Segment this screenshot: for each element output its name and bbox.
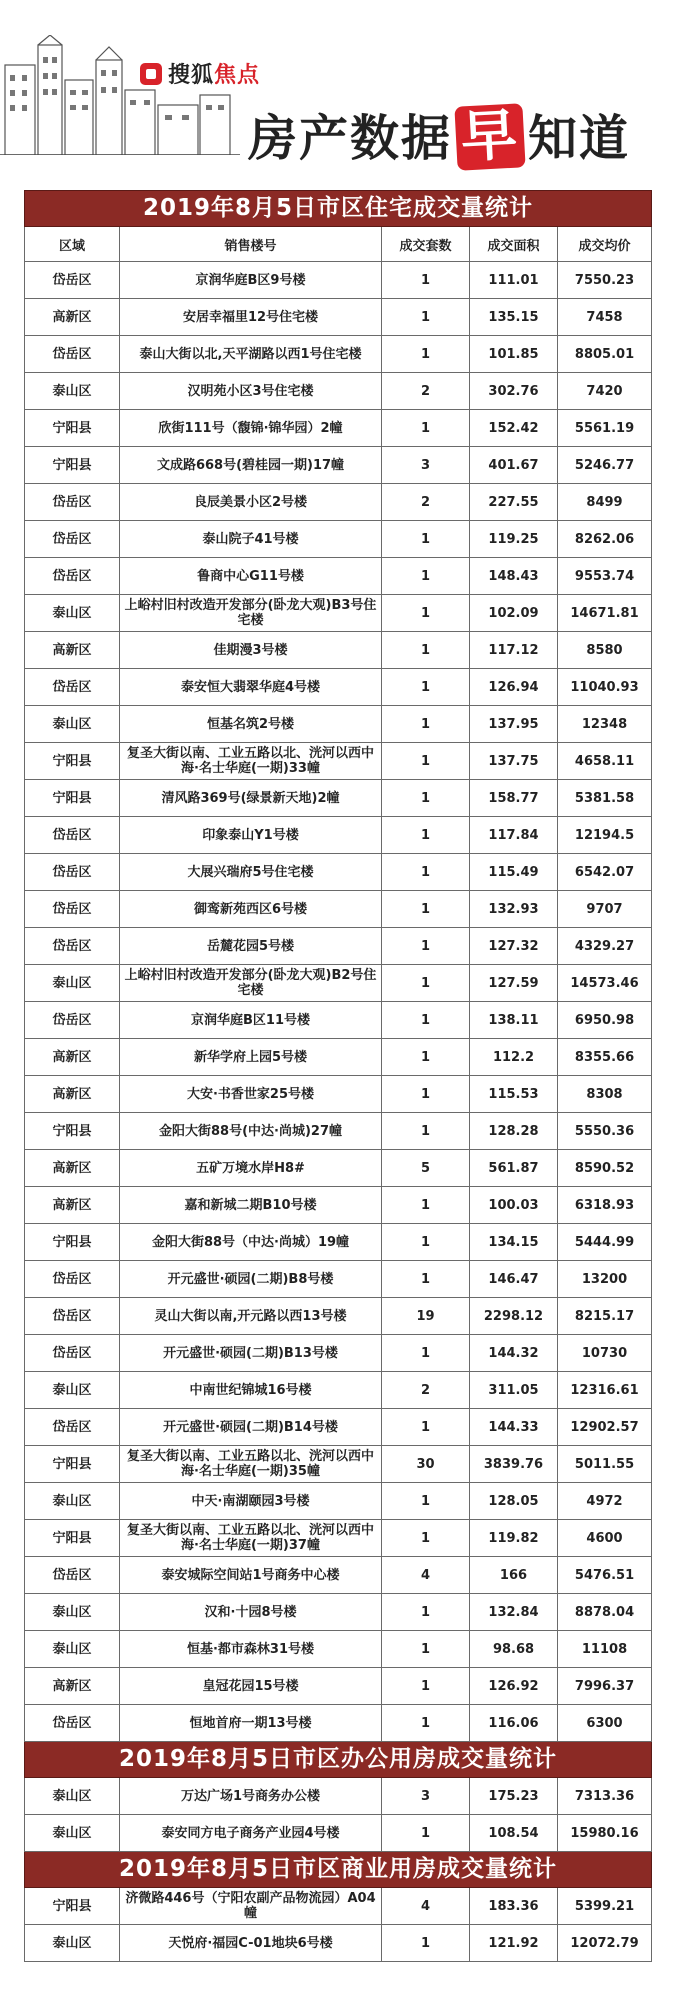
building-cell: 大安·书香世家25号楼 — [120, 1076, 382, 1113]
district-cell: 岱岳区 — [25, 1298, 120, 1335]
units-cell: 1 — [382, 1187, 470, 1224]
avg-price-cell: 5444.99 — [558, 1224, 652, 1261]
table-row — [25, 1039, 652, 1076]
table-row — [25, 891, 652, 928]
table-row — [25, 484, 652, 521]
table-row — [25, 1631, 652, 1668]
area-cell: 121.92 — [470, 1925, 558, 1962]
building-cell: 开元盛世·硕园(二期)B13号楼 — [120, 1335, 382, 1372]
avg-price-cell: 6950.98 — [558, 1002, 652, 1039]
district-cell: 泰山区 — [25, 373, 120, 410]
area-cell: 132.93 — [470, 891, 558, 928]
district-cell: 岱岳区 — [25, 1557, 120, 1594]
table-row — [25, 1335, 652, 1372]
district-cell: 宁阳县 — [25, 1224, 120, 1261]
avg-price-cell: 13200 — [558, 1261, 652, 1298]
area-cell: 102.09 — [470, 595, 558, 632]
avg-price-cell: 6300 — [558, 1705, 652, 1742]
avg-price-cell: 12902.57 — [558, 1409, 652, 1446]
area-cell: 137.95 — [470, 706, 558, 743]
building-cell: 恒基名筑2号楼 — [120, 706, 382, 743]
area-cell: 119.82 — [470, 1520, 558, 1557]
district-cell: 宁阳县 — [25, 1888, 120, 1925]
avg-price-cell: 7550.23 — [558, 262, 652, 299]
district-cell: 泰山区 — [25, 1815, 120, 1852]
units-cell: 1 — [382, 1925, 470, 1962]
table-row — [25, 447, 652, 484]
area-cell: 115.49 — [470, 854, 558, 891]
building-cell: 大展兴瑞府5号住宅楼 — [120, 854, 382, 891]
avg-price-cell: 4658.11 — [558, 743, 652, 780]
table-row — [25, 1778, 652, 1815]
district-cell: 泰山区 — [25, 1925, 120, 1962]
section-title: 2019年8月5日市区商业用房成交量统计 — [25, 1852, 652, 1888]
units-cell: 1 — [382, 521, 470, 558]
district-cell: 岱岳区 — [25, 521, 120, 558]
avg-price-cell: 12072.79 — [558, 1925, 652, 1962]
table-row — [25, 1705, 652, 1742]
units-cell: 1 — [382, 1705, 470, 1742]
avg-price-cell: 7420 — [558, 373, 652, 410]
table-row — [25, 669, 652, 706]
avg-price-cell: 12316.61 — [558, 1372, 652, 1409]
table-row — [25, 1520, 652, 1557]
district-cell: 高新区 — [25, 299, 120, 336]
units-cell: 1 — [382, 632, 470, 669]
district-cell: 高新区 — [25, 1076, 120, 1113]
district-cell: 宁阳县 — [25, 743, 120, 780]
district-cell: 宁阳县 — [25, 780, 120, 817]
section-title-row — [25, 191, 652, 227]
area-cell: 138.11 — [470, 1002, 558, 1039]
building-cell: 上峪村旧村改造开发部分(卧龙大观)B2号住宅楼 — [120, 965, 382, 1002]
building-cell: 鲁商中心G11号楼 — [120, 558, 382, 595]
avg-price-cell: 12194.5 — [558, 817, 652, 854]
area-cell: 126.94 — [470, 669, 558, 706]
units-cell: 1 — [382, 595, 470, 632]
district-cell: 泰山区 — [25, 1372, 120, 1409]
table-row — [25, 780, 652, 817]
building-cell: 复圣大街以南、工业五路以北、洸河以西中海·名士华庭(一期)33幢 — [120, 743, 382, 780]
district-cell: 岱岳区 — [25, 1705, 120, 1742]
table-row — [25, 1150, 652, 1187]
table-row — [25, 262, 652, 299]
units-cell: 1 — [382, 1631, 470, 1668]
units-cell: 5 — [382, 1150, 470, 1187]
table-row — [25, 1113, 652, 1150]
table-header-row — [25, 227, 652, 262]
table-row — [25, 1298, 652, 1335]
building-cell: 京润华庭B区11号楼 — [120, 1002, 382, 1039]
units-cell: 1 — [382, 780, 470, 817]
table-row — [25, 1668, 652, 1705]
units-cell: 4 — [382, 1888, 470, 1925]
units-cell: 1 — [382, 1594, 470, 1631]
district-cell: 高新区 — [25, 1668, 120, 1705]
section-title-row — [25, 1742, 652, 1778]
avg-price-cell: 12348 — [558, 706, 652, 743]
avg-price-cell: 11108 — [558, 1631, 652, 1668]
units-cell: 19 — [382, 1298, 470, 1335]
area-cell: 111.01 — [470, 262, 558, 299]
building-cell: 开元盛世·硕园(二期)B14号楼 — [120, 1409, 382, 1446]
avg-price-cell: 9553.74 — [558, 558, 652, 595]
table-row — [25, 595, 652, 632]
units-cell: 1 — [382, 262, 470, 299]
building-cell: 天悦府·福园C-01地块6号楼 — [120, 1925, 382, 1962]
avg-price-cell: 10730 — [558, 1335, 652, 1372]
area-cell: 166 — [470, 1557, 558, 1594]
district-cell: 岱岳区 — [25, 1409, 120, 1446]
building-cell: 泰安同方电子商务产业园4号楼 — [120, 1815, 382, 1852]
building-cell: 岳麓花园5号楼 — [120, 928, 382, 965]
district-cell: 宁阳县 — [25, 1113, 120, 1150]
area-cell: 116.06 — [470, 1705, 558, 1742]
table-row — [25, 1002, 652, 1039]
table-row — [25, 521, 652, 558]
units-cell: 1 — [382, 854, 470, 891]
table-row — [25, 1224, 652, 1261]
building-cell: 五矿万境水岸H8# — [120, 1150, 382, 1187]
area-cell: 311.05 — [470, 1372, 558, 1409]
table-row — [25, 706, 652, 743]
building-cell: 复圣大街以南、工业五路以北、洸河以西中海·名士华庭(一期)35幢 — [120, 1446, 382, 1483]
area-cell: 137.75 — [470, 743, 558, 780]
area-cell: 101.85 — [470, 336, 558, 373]
avg-price-cell: 8308 — [558, 1076, 652, 1113]
units-cell: 1 — [382, 1113, 470, 1150]
avg-price-cell: 5476.51 — [558, 1557, 652, 1594]
table-row — [25, 1815, 652, 1852]
area-cell: 302.76 — [470, 373, 558, 410]
area-cell: 144.33 — [470, 1409, 558, 1446]
building-cell: 安居幸福里12号住宅楼 — [120, 299, 382, 336]
building-cell: 济微路446号（宁阳农副产品物流园）A04幢 — [120, 1888, 382, 1925]
building-cell: 皇冠花园15号楼 — [120, 1668, 382, 1705]
units-cell: 1 — [382, 1815, 470, 1852]
avg-price-cell: 5399.21 — [558, 1888, 652, 1925]
table-row — [25, 817, 652, 854]
table-row — [25, 928, 652, 965]
avg-price-cell: 7996.37 — [558, 1668, 652, 1705]
units-cell: 1 — [382, 965, 470, 1002]
building-cell: 万达广场1号商务办公楼 — [120, 1778, 382, 1815]
units-cell: 4 — [382, 1557, 470, 1594]
district-cell: 高新区 — [25, 1187, 120, 1224]
units-cell: 1 — [382, 1002, 470, 1039]
district-cell: 宁阳县 — [25, 1520, 120, 1557]
district-cell: 岱岳区 — [25, 558, 120, 595]
building-cell: 汉明苑小区3号住宅楼 — [120, 373, 382, 410]
avg-price-cell: 5561.19 — [558, 410, 652, 447]
area-cell: 128.28 — [470, 1113, 558, 1150]
units-cell: 1 — [382, 817, 470, 854]
district-cell: 宁阳县 — [25, 447, 120, 484]
district-cell: 高新区 — [25, 632, 120, 669]
section-title-row — [25, 1852, 652, 1888]
units-cell: 1 — [382, 336, 470, 373]
district-cell: 泰山区 — [25, 1594, 120, 1631]
column-header: 成交套数 — [382, 227, 470, 262]
district-cell: 泰山区 — [25, 595, 120, 632]
district-cell: 高新区 — [25, 1150, 120, 1187]
area-cell: 112.2 — [470, 1039, 558, 1076]
area-cell: 115.53 — [470, 1076, 558, 1113]
district-cell: 岱岳区 — [25, 336, 120, 373]
area-cell: 227.55 — [470, 484, 558, 521]
area-cell: 98.68 — [470, 1631, 558, 1668]
area-cell: 100.03 — [470, 1187, 558, 1224]
avg-price-cell: 4972 — [558, 1483, 652, 1520]
area-cell: 108.54 — [470, 1815, 558, 1852]
units-cell: 3 — [382, 1778, 470, 1815]
table-row — [25, 1409, 652, 1446]
area-cell: 561.87 — [470, 1150, 558, 1187]
avg-price-cell: 8805.01 — [558, 336, 652, 373]
units-cell: 1 — [382, 1076, 470, 1113]
units-cell: 2 — [382, 1372, 470, 1409]
avg-price-cell: 8580 — [558, 632, 652, 669]
avg-price-cell: 14573.46 — [558, 965, 652, 1002]
units-cell: 3 — [382, 447, 470, 484]
headline-part2: 知道 — [528, 110, 631, 167]
area-cell: 3839.76 — [470, 1446, 558, 1483]
area-cell: 146.47 — [470, 1261, 558, 1298]
building-cell: 良辰美景小区2号楼 — [120, 484, 382, 521]
avg-price-cell: 6542.07 — [558, 854, 652, 891]
table-row — [25, 336, 652, 373]
transaction-table-container — [24, 190, 651, 1962]
table-row — [25, 743, 652, 780]
area-cell: 132.84 — [470, 1594, 558, 1631]
district-cell: 岱岳区 — [25, 928, 120, 965]
building-cell: 新华学府上园5号楼 — [120, 1039, 382, 1076]
table-row — [25, 1187, 652, 1224]
table-row — [25, 1261, 652, 1298]
district-cell: 岱岳区 — [25, 817, 120, 854]
units-cell: 1 — [382, 743, 470, 780]
building-cell: 御鸾新苑西区6号楼 — [120, 891, 382, 928]
area-cell: 183.36 — [470, 1888, 558, 1925]
section-title: 2019年8月5日市区办公用房成交量统计 — [25, 1742, 652, 1778]
avg-price-cell: 5550.36 — [558, 1113, 652, 1150]
units-cell: 1 — [382, 706, 470, 743]
area-cell: 126.92 — [470, 1668, 558, 1705]
building-cell: 复圣大街以南、工业五路以北、洸河以西中海·名士华庭(一期)37幢 — [120, 1520, 382, 1557]
avg-price-cell: 8215.17 — [558, 1298, 652, 1335]
building-cell: 恒基·都市森林31号楼 — [120, 1631, 382, 1668]
building-cell: 灵山大街以南,开元路以西13号楼 — [120, 1298, 382, 1335]
column-header: 成交面积 — [470, 227, 558, 262]
avg-price-cell: 11040.93 — [558, 669, 652, 706]
avg-price-cell: 4600 — [558, 1520, 652, 1557]
area-cell: 144.32 — [470, 1335, 558, 1372]
city-skyline-illustration — [0, 35, 240, 155]
area-cell: 117.84 — [470, 817, 558, 854]
table-row — [25, 1925, 652, 1962]
header-banner — [0, 0, 675, 185]
avg-price-cell: 8878.04 — [558, 1594, 652, 1631]
district-cell: 泰山区 — [25, 1778, 120, 1815]
units-cell: 1 — [382, 410, 470, 447]
units-cell: 1 — [382, 928, 470, 965]
area-cell: 148.43 — [470, 558, 558, 595]
building-cell: 上峪村旧村改造开发部分(卧龙大观)B3号住宅楼 — [120, 595, 382, 632]
table-row — [25, 1446, 652, 1483]
table-row — [25, 965, 652, 1002]
units-cell: 1 — [382, 1483, 470, 1520]
column-header: 销售楼号 — [120, 227, 382, 262]
units-cell: 1 — [382, 1409, 470, 1446]
avg-price-cell: 6318.93 — [558, 1187, 652, 1224]
building-cell: 汉和·十园8号楼 — [120, 1594, 382, 1631]
district-cell: 宁阳县 — [25, 410, 120, 447]
avg-price-cell: 8499 — [558, 484, 652, 521]
district-cell: 泰山区 — [25, 1483, 120, 1520]
building-cell: 嘉和新城二期B10号楼 — [120, 1187, 382, 1224]
building-cell: 中天·南湖颐园3号楼 — [120, 1483, 382, 1520]
area-cell: 175.23 — [470, 1778, 558, 1815]
building-cell: 金阳大街88号(中达·尚城)27幢 — [120, 1113, 382, 1150]
units-cell: 30 — [382, 1446, 470, 1483]
units-cell: 1 — [382, 299, 470, 336]
avg-price-cell: 8590.52 — [558, 1150, 652, 1187]
units-cell: 1 — [382, 558, 470, 595]
district-cell: 泰山区 — [25, 1631, 120, 1668]
table-row — [25, 1076, 652, 1113]
units-cell: 1 — [382, 669, 470, 706]
area-cell: 2298.12 — [470, 1298, 558, 1335]
district-cell: 岱岳区 — [25, 1335, 120, 1372]
avg-price-cell: 9707 — [558, 891, 652, 928]
logo-text: 搜狐焦点 — [168, 63, 261, 88]
district-cell: 高新区 — [25, 1039, 120, 1076]
table-row — [25, 1557, 652, 1594]
building-cell: 欣街111号（馥锦·锦华园）2幢 — [120, 410, 382, 447]
building-cell: 泰安恒大翡翠华庭4号楼 — [120, 669, 382, 706]
area-cell: 135.15 — [470, 299, 558, 336]
district-cell: 岱岳区 — [25, 891, 120, 928]
avg-price-cell: 4329.27 — [558, 928, 652, 965]
avg-price-cell: 14671.81 — [558, 595, 652, 632]
area-cell: 119.25 — [470, 521, 558, 558]
units-cell: 1 — [382, 1039, 470, 1076]
table-row — [25, 299, 652, 336]
headline-part1: 房产数据 — [248, 110, 453, 167]
building-cell: 泰安城际空间站1号商务中心楼 — [120, 1557, 382, 1594]
page-headline — [248, 100, 630, 170]
avg-price-cell: 8262.06 — [558, 521, 652, 558]
area-cell: 134.15 — [470, 1224, 558, 1261]
building-cell: 金阳大街88号（中达·尚城）19幢 — [120, 1224, 382, 1261]
table-row — [25, 632, 652, 669]
table-row — [25, 854, 652, 891]
district-cell: 泰山区 — [25, 706, 120, 743]
table-row — [25, 1594, 652, 1631]
area-cell: 158.77 — [470, 780, 558, 817]
table-row — [25, 1483, 652, 1520]
units-cell: 1 — [382, 1520, 470, 1557]
district-cell: 宁阳县 — [25, 1446, 120, 1483]
home-icon — [140, 63, 162, 85]
avg-price-cell: 5011.55 — [558, 1446, 652, 1483]
table-row — [25, 410, 652, 447]
section-title: 2019年8月5日市区住宅成交量统计 — [25, 191, 652, 227]
building-cell: 清风路369号(绿景新天地)2幢 — [120, 780, 382, 817]
building-cell: 文成路668号(碧桂园一期)17幢 — [120, 447, 382, 484]
district-cell: 岱岳区 — [25, 262, 120, 299]
building-cell: 京润华庭B区9号楼 — [120, 262, 382, 299]
avg-price-cell: 7313.36 — [558, 1778, 652, 1815]
avg-price-cell: 8355.66 — [558, 1039, 652, 1076]
area-cell: 117.12 — [470, 632, 558, 669]
building-cell: 开元盛世·硕园(二期)B8号楼 — [120, 1261, 382, 1298]
column-header: 区域 — [25, 227, 120, 262]
units-cell: 2 — [382, 373, 470, 410]
table-row — [25, 1888, 652, 1925]
area-cell: 127.59 — [470, 965, 558, 1002]
building-cell: 中南世纪锦城16号楼 — [120, 1372, 382, 1409]
district-cell: 岱岳区 — [25, 1002, 120, 1039]
building-cell: 印象泰山Y1号楼 — [120, 817, 382, 854]
building-cell: 恒地首府一期13号楼 — [120, 1705, 382, 1742]
units-cell: 1 — [382, 1335, 470, 1372]
area-cell: 401.67 — [470, 447, 558, 484]
units-cell: 2 — [382, 484, 470, 521]
avg-price-cell: 15980.16 — [558, 1815, 652, 1852]
sohu-focus-logo — [140, 58, 260, 89]
avg-price-cell: 5246.77 — [558, 447, 652, 484]
district-cell: 岱岳区 — [25, 854, 120, 891]
area-cell: 127.32 — [470, 928, 558, 965]
building-cell: 泰山大街以北,天平湖路以西1号住宅楼 — [120, 336, 382, 373]
district-cell: 泰山区 — [25, 965, 120, 1002]
table-row — [25, 1372, 652, 1409]
area-cell: 152.42 — [470, 410, 558, 447]
building-cell: 佳期漫3号楼 — [120, 632, 382, 669]
units-cell: 1 — [382, 891, 470, 928]
avg-price-cell: 5381.58 — [558, 780, 652, 817]
units-cell: 1 — [382, 1261, 470, 1298]
column-header: 成交均价 — [558, 227, 652, 262]
table-row — [25, 373, 652, 410]
district-cell: 岱岳区 — [25, 1261, 120, 1298]
building-cell: 泰山院子41号楼 — [120, 521, 382, 558]
avg-price-cell: 7458 — [558, 299, 652, 336]
district-cell: 岱岳区 — [25, 669, 120, 706]
headline-highlight: 早 — [454, 103, 525, 170]
units-cell: 1 — [382, 1224, 470, 1261]
transaction-table — [24, 190, 652, 1962]
units-cell: 1 — [382, 1668, 470, 1705]
district-cell: 岱岳区 — [25, 484, 120, 521]
table-row — [25, 558, 652, 595]
area-cell: 128.05 — [470, 1483, 558, 1520]
